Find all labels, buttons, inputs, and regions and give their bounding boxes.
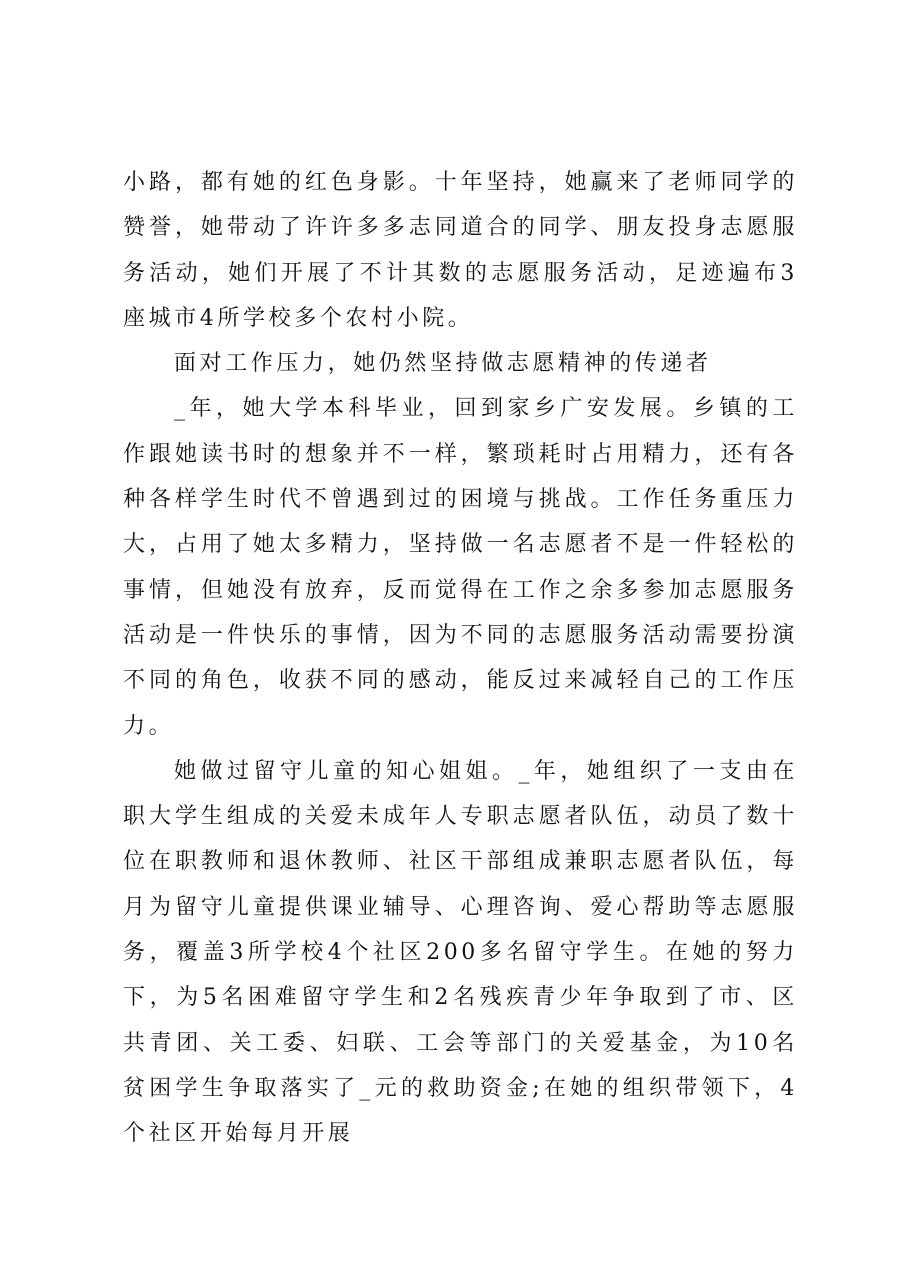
paragraph-left-behind-children: 她做过留守儿童的知心姐姐。_年，她组织了一支由在职大学生组成的关爱未成年人专职志愿者队伍，动员了数十位在职教师和退休教师、社区干部组成兼职志愿者队伍，每月为留守儿童提供课业辅导、心理咨询、爱心帮助等志愿服务，覆盖3所学校4个社区200多名留守学生。在她的努力下，为5名困难留守学生和2名残疾青少年争取到了市、区共青团、关工委、妇联、工会等部门的关爱基金，为10名贫困学生争取落实了_元的救助资金;在她的组织带领下，4个社区开始每月开展	[123, 758, 798, 1147]
paragraph-continuation: 小路，都有她的红色身影。十年坚持，她赢来了老师同学的赞誉，她带动了许许多多志同道合的同学、朋友投身志愿服务活动，她们开展了不计其数的志愿服务活动，足迹遍布3座城市4所学校多个农村小院。	[123, 170, 798, 331]
section-heading: 面对工作压力，她仍然坚持做志愿精神的传递者	[174, 351, 712, 377]
document-body	[123, 160, 798, 1157]
paragraph-work-pressure: _年，她大学本科毕业，回到家乡广安发展。乡镇的工作跟她读书时的想象并不一样，繁琐耗时占用精力，还有各种各样学生时代不曾遇到过的困境与挑战。工作任务重压力大，占用了她太多精力，坚持做一名志愿者不是一件轻松的事情，但她没有放弃，反而觉得在工作之余多参加志愿服务活动是一件快乐的事情，因为不同的志愿服务活动需要扮演不同的角色，收获不同的感动，能反过来减轻自己的工作压力。	[123, 396, 798, 739]
